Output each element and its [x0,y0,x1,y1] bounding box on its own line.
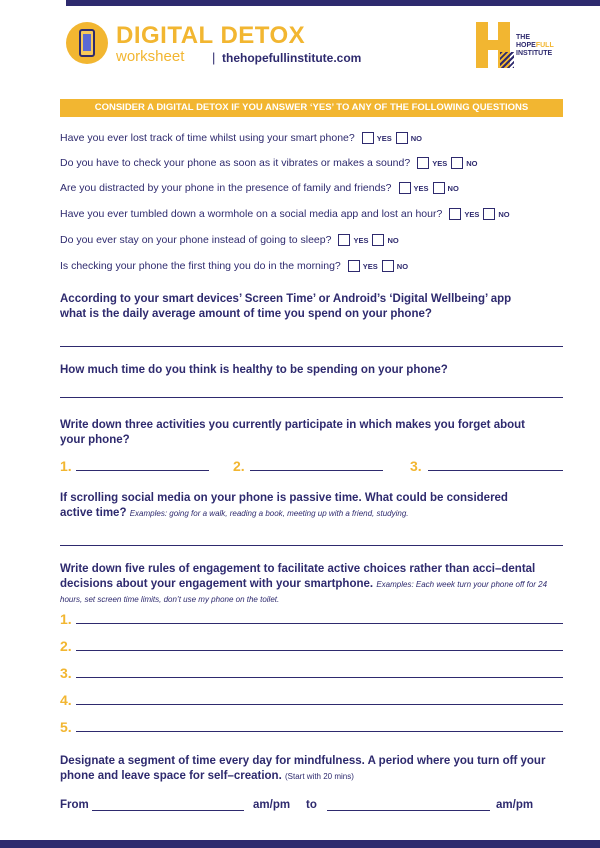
no-label: NO [498,209,510,219]
no-checkbox[interactable] [483,208,495,220]
question-text: Do you ever stay on your phone instead of going to sleep? [60,234,332,246]
activity-number-2: 2. [233,458,245,474]
activity-answer-line-3[interactable] [428,470,563,471]
question-row [60,180,463,196]
five-rules-question: Write down five rules of engagement to facilitate active choices rather than acci–dental decisions about your engagement with your smartphone. [60,563,536,590]
rule-answer-line-1[interactable] [76,623,563,624]
yes-checkbox[interactable] [417,157,429,169]
from-label: From [60,799,89,811]
to-label: to [306,799,317,811]
instruction-banner: CONSIDER A DIGITAL DETOX IF YOU ANSWER ‘YES’ TO ANY OF THE FOLLOWING QUESTIONS [60,99,563,117]
brand-word-full: FULL [535,42,554,49]
title-separator: | [212,50,216,65]
yes-checkbox[interactable] [399,182,411,194]
five-rules-prompt [60,562,563,607]
yes-label: YES [353,235,369,245]
website-url[interactable]: thehopefullinstitute.com [222,51,362,65]
five-rules-examples: Examples: Each week turn your phone off for 24 hours, set screen time limits, don’t use my phone on the toilet. [60,580,548,604]
question-text: Are you distracted by your phone in the presence of family and friends? [60,182,392,194]
no-checkbox[interactable] [382,260,394,272]
rule-answer-line-3[interactable] [76,677,563,678]
question-row [60,206,514,222]
top-border-bar [66,0,600,6]
activity-number-3: 3. [410,458,422,474]
question-row [60,130,426,146]
active-time-prompt [60,491,540,521]
yes-label: YES [362,261,378,271]
mindfulness-note: (Start with 20 mins) [284,772,354,781]
yes-label: YES [413,183,429,193]
rule-answer-line-4[interactable] [76,704,563,705]
ampm-label-2: am/pm [496,799,534,811]
brand-line-institute: INSTITUTE [516,50,553,57]
brand-line-the: THE [516,34,530,41]
three-activities-prompt: Write down three activities you currently participate in which makes you forget about your phone? [60,419,525,446]
screen-time-answer-line[interactable] [60,346,563,347]
yes-checkbox[interactable] [362,132,374,144]
question-row [60,155,481,171]
no-checkbox[interactable] [451,157,463,169]
activity-number-1: 1. [60,458,72,474]
worksheet-title: DIGITAL DETOX [116,22,306,49]
no-checkbox[interactable] [396,132,408,144]
question-text: Is checking your phone the first thing you do in the morning? [60,260,341,272]
worksheet-subtitle: worksheet [116,48,185,65]
rule-number-5: 5. [60,719,72,735]
no-label: NO [447,183,459,193]
rule-number-4: 4. [60,692,72,708]
yes-label: YES [376,133,392,143]
healthy-time-answer-line[interactable] [60,397,563,398]
rule-answer-line-2[interactable] [76,650,563,651]
activity-answer-line-2[interactable] [250,470,383,471]
rule-number-1: 1. [60,611,72,627]
yes-checkbox[interactable] [449,208,461,220]
no-checkbox[interactable] [372,234,384,246]
yes-checkbox[interactable] [338,234,350,246]
active-time-answer-line[interactable] [60,545,563,546]
no-label: NO [387,235,399,245]
rule-answer-line-5[interactable] [76,731,563,732]
no-label: NO [410,133,422,143]
question-row [60,258,412,274]
mindfulness-prompt [60,754,563,784]
activity-answer-line-1[interactable] [76,470,209,471]
question-text: Have you ever lost track of time whilst using your smart phone? [60,132,355,144]
screen-time-prompt: According to your smart devices’ Screen Time’ or Android’s ‘Digital Wellbeing’ app what is the daily average amount of time you spend on your phone? [60,293,512,320]
to-time-line[interactable] [327,810,490,811]
question-row [60,232,403,248]
no-checkbox[interactable] [433,182,445,194]
yes-label: YES [464,209,480,219]
hopefull-institute-logo [476,22,568,70]
healthy-time-prompt: How much time do you think is healthy to be spending on your phone? [60,364,448,376]
ampm-label-1: am/pm [253,799,291,811]
active-time-examples: Examples: going for a walk, reading a book, meeting up with a friend, studying. [129,509,409,518]
no-label: NO [466,158,478,168]
phone-logo-icon [66,22,108,64]
rule-number-3: 3. [60,665,72,681]
question-text: Do you have to check your phone as soon as it vibrates or makes a sound? [60,157,411,169]
question-text: Have you ever tumbled down a wormhole on a social media app and lost an hour? [60,208,443,220]
mindfulness-question: Designate a segment of time every day for mindfulness. A period where you turn off your phone and leave space for self–creation. [60,755,546,782]
yes-checkbox[interactable] [348,260,360,272]
active-time-question: If scrolling social media on your phone is passive time. What could be considered active time? [60,492,508,519]
from-time-line[interactable] [92,810,244,811]
bottom-border-bar [0,840,600,848]
no-label: NO [396,261,409,271]
rule-number-2: 2. [60,638,72,654]
brand-word-hope: HOPE [516,42,536,49]
yes-label: YES [432,158,448,168]
